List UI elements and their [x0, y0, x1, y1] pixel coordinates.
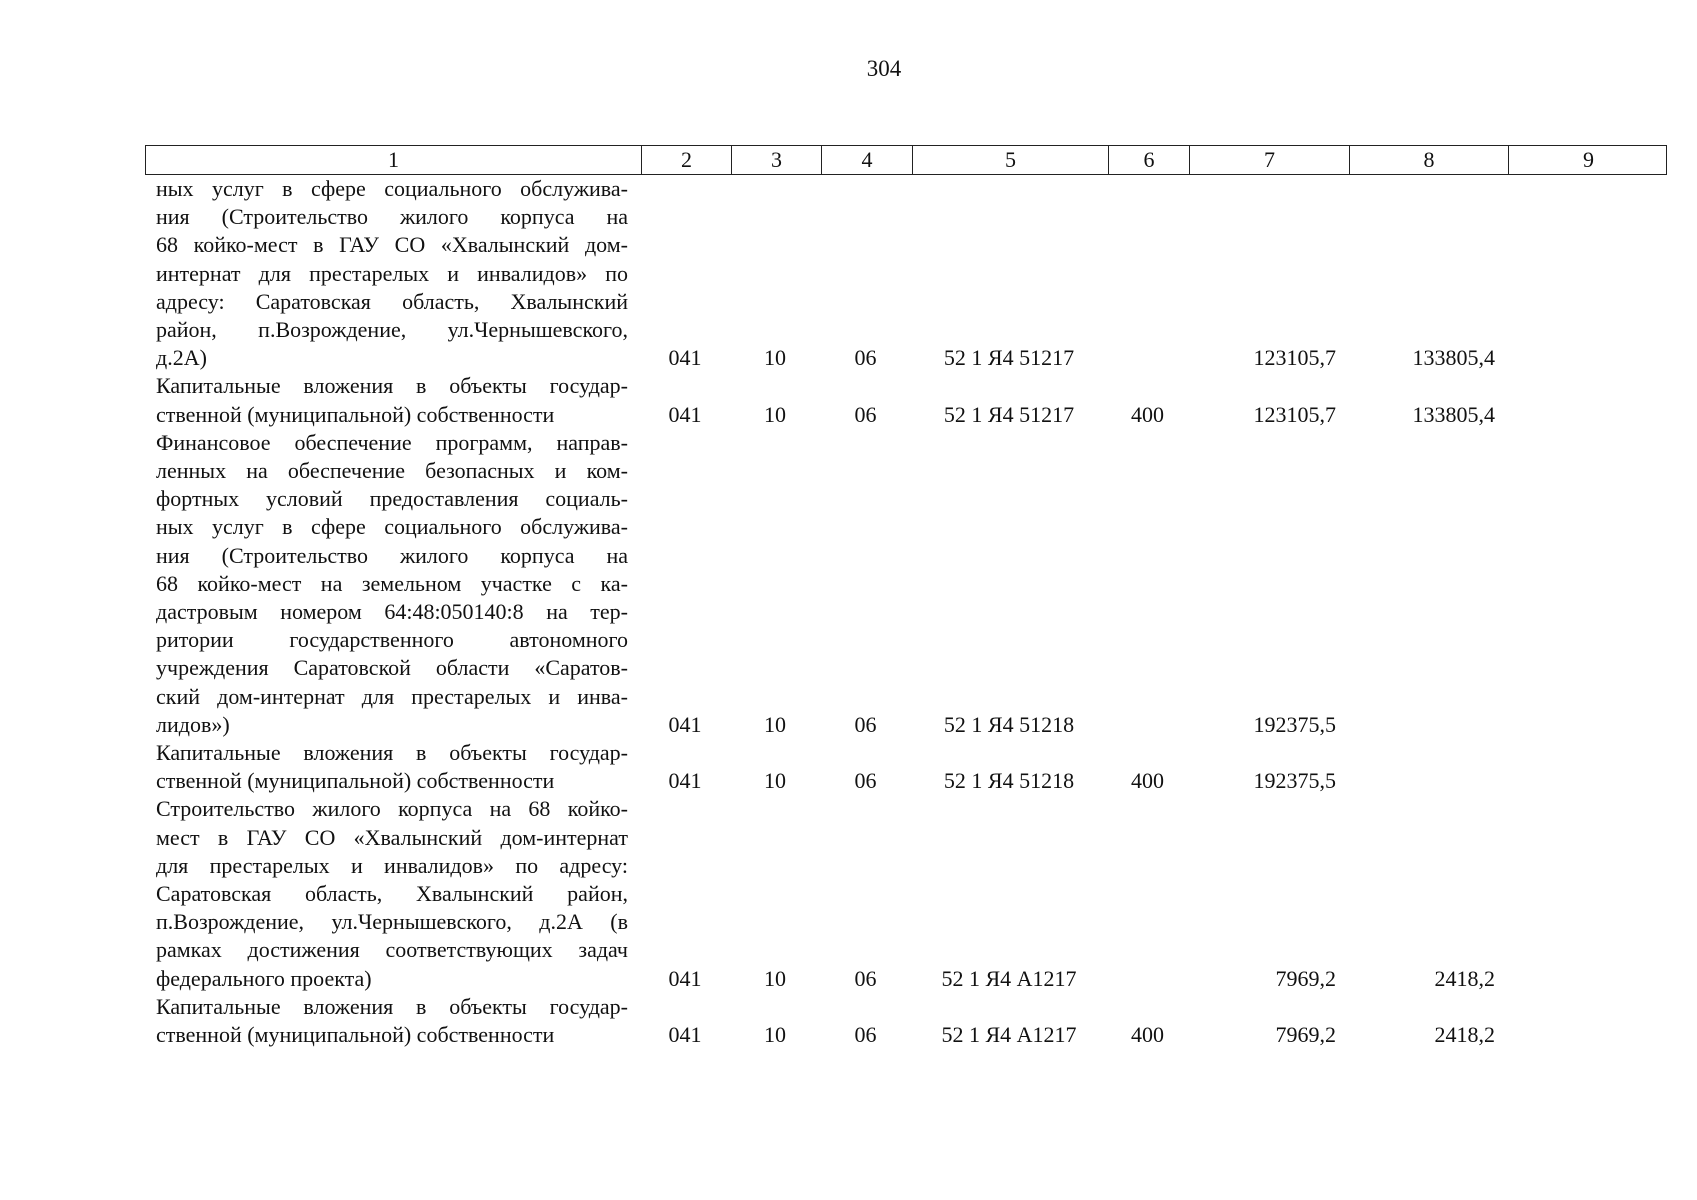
description-line: лидов») — [156, 711, 230, 737]
amount-year-2: 133805,4 — [1412, 345, 1495, 371]
budget-table — [145, 145, 1667, 1049]
ministry-code: 041 — [668, 768, 702, 794]
description-line: фортных условий предоставления социаль- — [156, 486, 628, 512]
subsection-code: 06 — [854, 1022, 877, 1048]
description-line: ния (Строительство жилого корпуса на — [156, 204, 628, 230]
row-description — [145, 175, 640, 372]
section-code: 10 — [764, 768, 786, 794]
subsection-code: 06 — [854, 345, 877, 371]
section-code: 10 — [764, 345, 786, 371]
expense-type-code: 400 — [1131, 1022, 1164, 1048]
description-line: ных услуг в сфере социального обслужива- — [156, 514, 628, 540]
description-line: район, п.Возрождение, ул.Чернышевского, — [156, 317, 628, 343]
row-description — [145, 429, 640, 739]
description-line: 68 койко-мест на земельном участке с ка- — [156, 570, 628, 596]
ministry-code: 041 — [668, 711, 702, 737]
description-line: Капитальные вложения в объекты государ- — [156, 373, 628, 399]
header-cell: 9 — [1508, 146, 1668, 174]
description-line: Финансовое обеспечение программ, направ- — [156, 429, 628, 455]
table-row — [145, 175, 1667, 372]
header-cell: 3 — [731, 146, 821, 174]
table-row — [145, 795, 1667, 992]
amount-year-2: 2418,2 — [1434, 965, 1495, 991]
target-article-code: 52 1 Я4 А1217 — [941, 965, 1077, 991]
description-line: ственной (муниципальной) собственности — [156, 1022, 555, 1048]
description-line: для престарелых и инвалидов» по адресу: — [156, 852, 628, 878]
description-line: ритории государственного автономного — [156, 627, 628, 653]
description-line: Капитальные вложения в объекты государ- — [156, 993, 628, 1019]
row-description — [145, 795, 640, 992]
description-line: д.2А) — [156, 345, 207, 371]
description-line: федерального проекта) — [156, 965, 372, 991]
section-code: 10 — [764, 965, 786, 991]
description-line: Капитальные вложения в объекты государ- — [156, 740, 628, 766]
table-row — [145, 372, 1667, 428]
description-line: ский дом-интернат для престарелых и инва- — [156, 683, 628, 709]
subsection-code: 06 — [854, 768, 877, 794]
subsection-code: 06 — [854, 711, 877, 737]
page-number: 304 — [866, 56, 902, 81]
target-article-code: 52 1 Я4 51217 — [943, 345, 1075, 371]
ministry-code: 041 — [668, 345, 702, 371]
description-line: ственной (муниципальной) собственности — [156, 768, 555, 794]
description-line: 68 койко-мест в ГАУ СО «Хвалынский дом- — [156, 232, 628, 258]
table-row — [145, 993, 1667, 1049]
amount-year-1: 123105,7 — [1253, 401, 1336, 427]
header-cell: 1 — [388, 147, 399, 172]
header-cell: 6 — [1108, 146, 1189, 174]
subsection-code: 06 — [854, 965, 877, 991]
description-line: учреждения Саратовской области «Саратов- — [156, 655, 628, 681]
amount-year-1: 192375,5 — [1253, 768, 1336, 794]
section-code: 10 — [764, 1022, 786, 1048]
description-line: п.Возрождение, ул.Чернышевского, д.2А (в — [156, 909, 628, 935]
description-line: мест в ГАУ СО «Хвалынский дом-интернат — [156, 824, 628, 850]
amount-year-2: 133805,4 — [1412, 401, 1495, 427]
expense-type-code: 400 — [1131, 768, 1164, 794]
row-description — [145, 993, 640, 1049]
subsection-code: 06 — [854, 401, 877, 427]
amount-year-1: 7969,2 — [1275, 1022, 1336, 1048]
ministry-code: 041 — [668, 1022, 702, 1048]
header-cell: 4 — [821, 146, 912, 174]
section-code: 10 — [764, 711, 786, 737]
description-line: ленных на обеспечение безопасных и ком- — [156, 458, 628, 484]
row-description — [145, 739, 640, 795]
header-cell: 7 — [1189, 146, 1349, 174]
description-line: адресу: Саратовская область, Хвалынский — [156, 288, 628, 314]
amount-year-1: 192375,5 — [1253, 711, 1336, 737]
target-article-code: 52 1 Я4 А1217 — [941, 1022, 1077, 1048]
description-line: Саратовская область, Хвалынский район, — [156, 881, 628, 907]
description-line: ния (Строительство жилого корпуса на — [156, 542, 628, 568]
table-row — [145, 429, 1667, 739]
amount-year-1: 123105,7 — [1253, 345, 1336, 371]
section-code: 10 — [764, 401, 786, 427]
target-article-code: 52 1 Я4 51218 — [943, 768, 1075, 794]
expense-type-code: 400 — [1131, 401, 1164, 427]
description-line: Строительство жилого корпуса на 68 койко- — [156, 796, 628, 822]
amount-year-2: 2418,2 — [1434, 1022, 1495, 1048]
header-cell: 8 — [1349, 146, 1508, 174]
ministry-code: 041 — [668, 401, 702, 427]
target-article-code: 52 1 Я4 51218 — [943, 711, 1075, 737]
table-header — [145, 145, 1667, 175]
ministry-code: 041 — [668, 965, 702, 991]
header-cell: 2 — [641, 146, 731, 174]
amount-year-1: 7969,2 — [1275, 965, 1336, 991]
description-line: рамках достижения соответствующих задач — [156, 937, 628, 963]
description-line: ных услуг в сфере социального обслужива- — [156, 176, 628, 201]
target-article-code: 52 1 Я4 51217 — [943, 401, 1075, 427]
description-line: дастровым номером 64:48:050140:8 на тер- — [156, 599, 628, 625]
row-description — [145, 372, 640, 428]
table-row — [145, 739, 1667, 795]
header-cell: 5 — [912, 146, 1108, 174]
description-line: ственной (муниципальной) собственности — [156, 401, 555, 427]
table-body — [145, 175, 1667, 1049]
description-line: интернат для престарелых и инвалидов» по — [156, 260, 628, 286]
